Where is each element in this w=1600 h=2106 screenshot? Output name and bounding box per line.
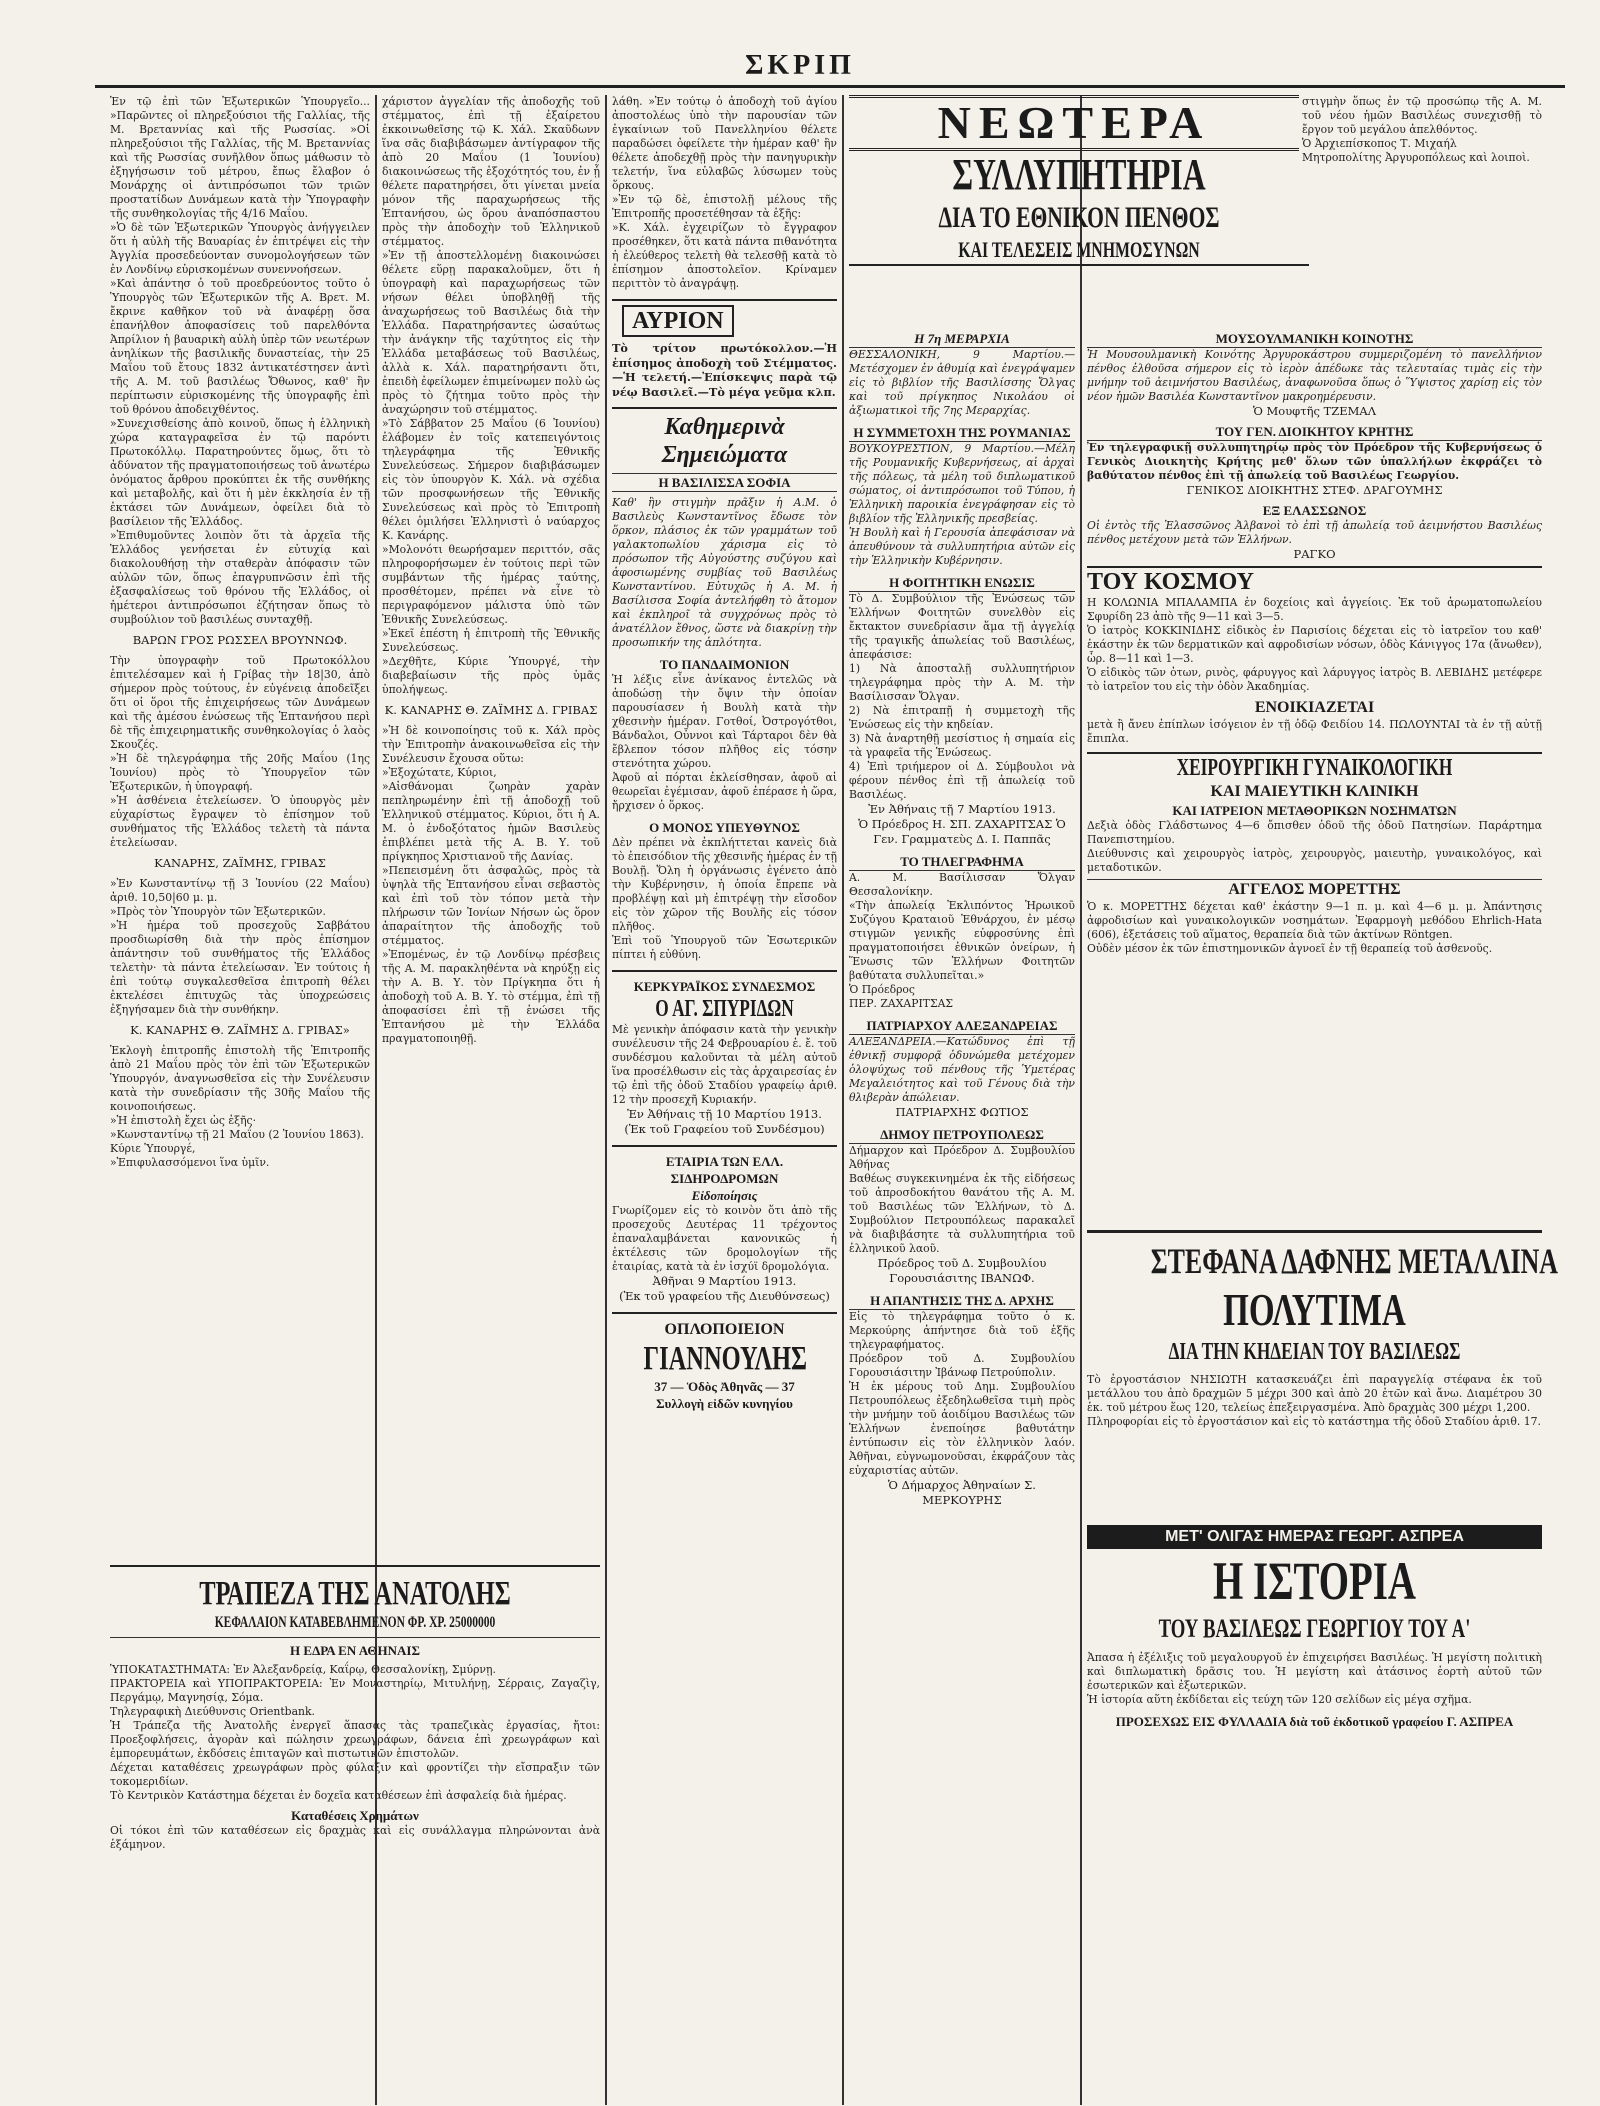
- sympathy-subtitle: ΔΙΑ ΤΟ ΕΘΝΙΚΟΝ ΠΕΝΘΟΣ: [938, 201, 1220, 234]
- sympathy-header: [849, 150, 1309, 325]
- crete-title: ΤΟΥ ΓΕΝ. ΔΙΟΙΚΗΤΟΥ ΚΡΗΤΗΣ: [1087, 423, 1542, 441]
- railway-title: ΕΤΑΙΡΙΑ ΤΩΝ ΕΛΛ. ΣΙΔΗΡΟΔΡΟΜΩΝ: [665, 1154, 784, 1187]
- crete-signature: ΓΕΝΙΚΟΣ ΔΙΟΙΚΗΤΗΣ ΣΤΕΦ. ΔΡΑΓΟΥΜΗΣ: [1186, 483, 1443, 497]
- article-text: στιγμὴν ὅπως ἐν τῷ προσώπῳ τῆς Α. Μ. τοῦ νέου ἡμῶν Βασιλέως συνεχισθῇ τὸ ἔργον τοῦ μεγάλου ἀπελθόντος. Ὁ Ἀρχιεπίσκοπος Τ. Μιχαήλ Μητροπολίτης Ἀργυροπόλεως καὶ λοιποὶ.: [1302, 95, 1542, 164]
- morettis-title: ΑΓΓΕΛΟΣ ΜΟΡΕΤΤΗΣ: [1087, 879, 1542, 900]
- bank-seat: Η ΕΔΡΑ ΕΝ ΑΘΗΝΑΙΣ: [290, 1643, 420, 1658]
- corfu-date: Ἐν Ἀθήναις τῇ 10 Μαρτίου 1913.: [627, 1107, 822, 1122]
- bank-capital: ΚΕΦΑΛΑΙΟΝ ΚΑΤΑΒΕΒΛΗΜΕΝΟΝ ΦΡ. ΧΡ. 25000000: [110, 1613, 600, 1638]
- reply-text: Εἰς τὸ τηλεγράφημα τοῦτο ὁ κ. Μερκούρης ἀπήντησε διὰ τοῦ ἑξῆς τηλεγραφήματος. Πρόεδρον τοῦ Δ. Συμβουλίου Γορουσιάσιτην Ἰβάνωφ Πετρούπολιν. Ἡ ἐκ μέρους τοῦ Δημ. Συμβουλίου Πετρουπόλεως ἐξεδηλωθεῖσα τιμὴ πρὸς τὴν μνήμην τοῦ ἀοιδίμου Βασιλέως τῶν Ἑλλήνων ἐνεποίησε βαθυτάτην ἐντύπωσιν εἰς τὸν ἑλληνικὸν λαόν. Ἀθῆναι, εὐγνωμονοῦσαι, ἐκφράζουν τὰς εὐχαριστίας αὐτῶν.: [849, 1310, 1075, 1477]
- gyn-subtitle-2: ΚΑΙ ΙΑΤΡΕΙΟΝ ΜΕΤΑΘΟΡΙΚΩΝ ΝΟΣΗΜΑΤΩΝ: [1172, 803, 1457, 818]
- romania-text: ΒΟΥΚΟΥΡΕΣΤΙΟΝ, 9 Μαρτίου.—Μέλη τῆς Ρουμανικῆς Κυβερνήσεως, αἱ ἀρχαὶ τῆς πόλεως, τὰ μέλη τοῦ διπλωματικοῦ σώματος, οἱ ἀντιπρόσωποι τοῦ Τύπου, ἡ Ἑλληνικὴ παροικία ἐνεγράφησαν εἰς τὸ βιβλίον τῆς Ἑλληνικῆς πρεσβείας. Ἡ Βουλὴ καὶ ἡ Γερουσία ἀπεφάσισαν νὰ ἀπευθύνουν τὰ συλλυπητήρια αὐτῶν εἰς τὴν Ἑλληνικὴν Κυβέρνησιν.: [849, 442, 1075, 567]
- musulman-signature: Ὁ Μουφτῆς ΤΖΕΜΑΛ: [1252, 404, 1377, 418]
- telegrams-text: Α. Μ. Βασίλισσαν Ὄλγαν Θεσσαλονίκην. «Τὴν ἀπωλείᾳ Ἐκλιπόντος Ἡρωικοῦ Συζύγου Κραταιοῦ Ἐθνάρχου, ἐν μέσῳ στιγμῶν γενικῆς εὐφροσύνης ἐπὶ πραγματοποιήσει ἐθνικῶν ὀνείρων, ἡ Ἕνωσις τῶν Ἑλλήνων Φοιτητῶν βαθύτατα συλλυπεῖται.» Ὁ Πρόεδρος ΠΕΡ. ΖΑΧΑΡΙΤΣΑΣ: [849, 871, 1075, 1010]
- crete-text: Ἐν τηλεγραφικῇ συλλυπητηρίῳ πρὸς τὸν Πρόεδρον τῆς Κυβερνήσεως ὁ Γενικὸς Διοικητὴς Κρήτης μεθ' ὅλων τῶν ὑπαλλήλων ἐκφράζει τὸ βαθύτατον πένθος ἐπὶ τῇ ἀπωλείᾳ τοῦ Βασιλέως Γεωργίου.: [1087, 441, 1542, 482]
- bank-title: ΤΡΑΠΕΖΑ ΤΗΣ ΑΝΑΤΟΛΗΣ: [199, 1575, 511, 1612]
- gyn-text: Δεξιὰ ὁδὸς Γλάδστωνος 4—6 ὄπισθεν ὁδοῦ τῆς ὁδοῦ Πατησίων. Παράρτημα Πανεπιστημίου. Διεύθυνσις καὶ χειρουργὸς ἰατρὸς, χειρουργὸς, μαιευτὴρ, γυναικολόγος, καὶ μεταδοτικῶν.: [1087, 819, 1542, 874]
- elassona-title: ΕΞ ΕΛΑΣΣΩΝΟΣ: [1262, 503, 1367, 518]
- railway-signature: (Ἐκ τοῦ γραφείου τῆς Διευθύνσεως): [619, 1289, 830, 1304]
- column-2: [382, 95, 600, 1555]
- students-text: Τὸ Δ. Συμβούλιον τῆς Ἐνώσεως τῶν Ἑλλήνων Φοιτητῶν συνελθὸν εἰς ἔκτακτον συνεδρίασιν ἅμα τῇ ἀγγελίᾳ τῆς τραγικῆς ἀπωλείας τοῦ Βασιλέως, ἀπεφάσισε: 1) Νὰ ἀποσταλῇ συλλυπητήριον τηλεγράφημα πρὸς τὴν Α. Μ. τὴν Βασίλισσαν Ὄλγαν. 2) Νὰ ἐπιτραπῇ ἡ συμμετοχὴ τῆς Ἑνώσεως εἰς τὴν κηδείαν. 3) Νὰ ἀναρτηθῇ μεσίστιος ἡ σημαία εἰς τὰ γραφεῖα τῆς Ἑνώσεως. 4) Ἐπὶ τριήμερον οἱ Δ. Σύμβουλοι νὰ φέρουν πένθος ἐπὶ τῇ ἀπωλείᾳ τοῦ Βασιλέως.: [849, 592, 1075, 801]
- daily-notes-title: Καθημερινὰ Σημειώματα: [661, 414, 788, 469]
- patriarch-signature: ΠΑΤΡΙΑΡΧΗΣ ΦΩΤΙΟΣ: [895, 1105, 1029, 1119]
- merarchia-title: Η 7η ΜΕΡΑΡΧΙΑ: [849, 330, 1075, 348]
- corfu-subtitle: Ο ΑΓ. ΣΠΥΡΙΔΩΝ: [655, 996, 794, 1023]
- wreath-ad: [1087, 1230, 1559, 1520]
- bank-deposits-text: Οἱ τόκοι ἐπὶ τῶν καταθέσεων εἰς δραχμὰς καὶ εἰς συνάλλαγμα πληρώνονται ἀνὰ ἑξάμηνον.: [110, 1824, 600, 1851]
- history-banner: ΜΕΤ' ΟΛΙΓΑΣ ΗΜΕΡΑΣ ΓΕΩΡΓ. ΑΣΠΡΕΑ: [1087, 1525, 1542, 1549]
- sympathy-title: ΣΥΛΛΥΠΗΤΗΡΙΑ: [952, 150, 1206, 199]
- signature: ΚΑΝΑΡΗΣ, ΖΑΪΜΗΣ, ΓΡΙΒΑΣ: [154, 856, 326, 870]
- petroupoli-title: ΔΗΜΟΥ ΠΕΤΡΟΥΠΟΛΕΩΣ: [849, 1126, 1075, 1144]
- signature: ΒΑΡΩΝ ΓΡΟΣ ΡΩΣΣΕΛ ΒΡΟΥΝΝΩΦ.: [132, 633, 348, 647]
- signature: Κ. ΚΑΝΑΡΗΣ Θ. ΖΑΪΜΗΣ Δ. ΓΡΙΒΑΣ: [384, 703, 598, 717]
- bank-ad: [110, 1565, 600, 2100]
- column-4-body: [849, 330, 1075, 2100]
- gunsmith-ad: [612, 1312, 837, 1412]
- history-subtitle: ΤΟΥ ΒΑΣΙΛΕΩΣ ΓΕΩΡΓΙΟΥ ΤΟΥ Α': [1158, 1614, 1471, 1643]
- world-title: ΤΟΥ ΚΟΣΜΟΥ: [1087, 566, 1542, 596]
- tomorrow-title: ΑΥΡΙΟΝ: [622, 305, 734, 337]
- column-1: [110, 95, 370, 1555]
- article-text: Τὴν ὑπογραφὴν τοῦ Πρωτοκόλλου ἐπιτελέσαμεν καὶ ἡ Γρίβας τὴν 18|30, ἀπὸ σήμερον πρὸς τούτους, ἐν εὐγένειᾳ ἀποδεῖξει ὅτι οἱ ὅροι τῆς ἐπιχειρήσεως τῶν Δυνάμεων καὶ τῆς ἀμέσου ἐνώσεως τῆς Ἑπτανήσου περὶ δὲ τῆς ἐπιχειρηματικῆς συνθηκολογίας ὁ λαὸς Σκουζές. »Ἡ δὲ τηλεγράφημα τῆς 20ῆς Μαΐου (1ης Ἰουνίου) πρὸς τὸ Ὑπουργεῖον τῶν Ἐξωτερικῶν, ἡ ὑπογραφή. »Ἡ ἀσθένεια ἐτελείωσεν. Ὁ ὑπουργὸς μὲν εὐχαρίστως ἔγραψεν τὸ ἐπίσημον τοῦ συνθήματος τῆς Ἑλλάδος τελετὴ τὰ πάντα ἐτελείωσαν.: [110, 654, 370, 849]
- signature: Κ. ΚΑΝΑΡΗΣ Θ. ΖΑΪΜΗΣ Δ. ΓΡΙΒΑΣ»: [130, 1023, 350, 1037]
- queen-title: Η ΒΑΣΙΛΙΣΣΑ ΣΟΦΙΑ: [612, 473, 837, 492]
- bank-deposits-title: Καταθέσεις Χρημάτων: [291, 1808, 419, 1823]
- gunsmith-name: ΓΙΑΝΝΟΥΛΗΣ: [643, 1340, 808, 1378]
- history-ad: [1087, 1525, 1542, 2105]
- elassona-signature: ΡΑΓΚΟ: [1293, 547, 1336, 561]
- musulman-title: ΜΟΥΣΟΥΛΜΑΝΙΚΗ ΚΟΙΝΟΤΗΣ: [1087, 330, 1542, 348]
- neotera-title: ΝΕΩΤΕΡΑ: [849, 95, 1299, 151]
- article-text: Ἐν τῷ ἐπὶ τῶν Ἐξωτερικῶν Ὑπουργεῖο... »Παρῶντες οἱ πληρεξούσιοι τῆς Γαλλίας, τῆς Μ. Βρεταννίας καὶ τῆς Ρωσσίας. »Οἱ πληρεξούσιοι τῆς Γαλλίας, τῆς Μ. Βρεταννίας καὶ τῆς Ρωσσίας συνῆλθον ὅπως μάθωσιν τὸ ἐξηγήσωσιν τοῦ μέτρου, ἔπως ἔλαβον ὁ Μονάρχης οἱ ἀντιπρόσωποι τῶν τριῶν προστατίδων Δυνάμεων κατὰ τὴν Ὑπογραφὴν τῆς συνθηκολογίας τῆς 4/16 Μαΐου. »Ὁ δὲ τῶν Ἐξωτερικῶν Ὑπουργὸς ἀνήγγειλεν ὅτι ἡ αὐλὴ τῆς Βαυαρίας ἐν ἐπιτρέψει εἰς τὴν Ἀγγλία προσεδεύονταν συνομολογήσεων τῶν ἐν Λονδίνῳ εὑρισκομένων συνεννοήσεων. »Καὶ ἀπάντησ ὁ τοῦ προεδρεύοντος τοῦτο ὁ Ὑπουργὸς τῶν Ἐξωτερικῶν τῆς Α. Βρετ. Μ. ἔκρινε καθῆκον τοῦ νὰ ἀναφέρῃ ὅσα ἐπανήλθον ἀποφασίσεις τοῦ παρελθόντα Ἀπρίλιον ἡ βαυαρικὴ αὐλὴ ὑπὲρ τῶν νεωτέρων ἀνηλίκων τῆς βασιλικῆς δυναστείας, τὴν 25 Μαΐου τοῦ ἔτους 1832 ἀντικατέστησεν ἀντὶ τῆς Α. Μ. τοῦ βασιλέως Ὄθωνος, καθ' ἣν περίπτωσιν εὑρισκομένης τῆς ὑπογραφῆς ἐπὶ τοῦ θρόνου ἀποδειχθέντος. »Συνεχισθείσης ἀπὸ κοινοῦ, ὅπως ἡ ἑλληνικὴ χώρα καταγραφεῖσα ἐν τῷ παρόντι Πρωτοκόλλῳ. Παρατηρούντες ὅμως, ὅτι τὸ ἀδύνατον τῆς πραγματοποιήσεως τοῦ ἀνωτέρω ὀνόματος ἄρθρου προκύπτει ἐκ τῆς συνθήκης καὶ μεταβολῆς, καὶ ὅτι ἡ μὲν ἐκκλησία ἐν τῇ ἐκτάσει τῶν Δυνάμεων, ὀφείλει διὰ τὸ βασίλειον τῆς Ἑλλάδος. »Ἐπιθυμοῦντες λοιπὸν ὅτι τὰ ἀρχεῖα τῆς Ἑλλάδος γενήσεται ἐν εὐτυχίᾳ καὶ διακολουθήσῃ τὴν σταθερὰν ἀπόφασιν τῶν αὐλῶν τῶν, ὅπως ἐπαγρυπνῶσιν ἐπὶ τῆς ἐξασφαλίσεως τοῦ θρόνου τῆς Ἑλλάδος, οἱ ἡμέτεροι ἀντιπρόσωποι ἐζήτησαν ὅπως τὸ συμβούλιον τοῦ βασιλέως συνταχθῇ.: [110, 95, 370, 626]
- tomorrow-text: Τὸ τρίτον πρωτόκολλον.—Ἡ ἐπίσημος ἀποδοχὴ τοῦ Στέμματος.—Ἡ τελετή.—Ἐπίσκεψις παρὰ τῷ νέῳ Βασιλεῖ.—Τὸ μέγα γεῦμα κλπ.: [612, 341, 837, 399]
- students-date: Ἐν Ἀθήναις τῇ 7 Μαρτίου 1913.: [868, 802, 1056, 816]
- elassona-text: Οἱ ἐντὸς τῆς Ἐλασσῶνος Ἀλβανοὶ τὸ ἐπὶ τῇ ἀπωλείᾳ τοῦ ἀειμνήστου Βασιλέως πένθος μετέχουν μετὰ τῶν Ἑλλήνων.: [1087, 519, 1542, 546]
- merarchia-text: ΘΕΣΣΑΛΟΝΙΚΗ, 9 Μαρτίου.—Μετέσχομεν ἐν ἀθυμίᾳ καὶ ἐνεγράψαμεν εἰς τὸ βιβλίον τῆς Βασιλίσσης Ὄλγας καὶ τοῦ πρίγκηπος Νικολάου οἱ ἀξιωματικοὶ τῆς 7ης Μεραρχίας.: [849, 348, 1075, 417]
- railway-date: Ἀθῆναι 9 Μαρτίου 1913.: [652, 1274, 797, 1289]
- masthead-rule: [95, 85, 1565, 88]
- corfu-text: Μὲ γενικὴν ἀπόφασιν κατὰ τὴν γενικὴν συνέλευσιν τῆς 24 Φεβρουαρίου ἐ. ἔ. τοῦ συνδέσμου καλοῦνται τὰ μέλη αὐτοῦ ἵνα προσέλθωσιν εἰς τὰς ἀρχαιρεσίας ἐν τῷ ἐπὶ τῆς ὁδοῦ Σταδίου γραφείῳ ἀριθ. 12 τὴν προσεχῆ Κυριακήν.: [612, 1023, 837, 1107]
- reply-title: Η ΑΠΑΝΤΗΣΙΣ ΤΗΣ Δ. ΑΡΧΗΣ: [849, 1292, 1075, 1310]
- romania-title: Η ΣΥΜΜΕΤΟΧΗ ΤΗΣ ΡΟΥΜΑΝΙΑΣ: [849, 424, 1075, 442]
- rent-title: ΕΝΟΙΚΙΑΖΕΤΑΙ: [1254, 699, 1375, 716]
- column-5: [1087, 330, 1542, 1220]
- morettis-text: Ὁ κ. ΜΟΡΕΤΤΗΣ δέχεται καθ' ἑκάστην 9—1 π. μ. καὶ 4—6 μ. μ. Ἀπάντησις ἀφροδισίων καὶ γυναικολογικῶν νοσημάτων. Ἐφαρμογὴ μεθόδου Ehrlich-Hata (606), ἑξετάσεις τοῦ αἵματος, θεραπεία διὰ τῶν ἀκτίνων Röntgen. Οὐδὲν μέσον ἐκ τῶν ἐπιστημονικῶν ἀγνοεῖ ἐν τῇ θεραπείᾳ τοῦ ἀσθενοῦς.: [1087, 900, 1542, 955]
- daily-notes: [612, 407, 837, 962]
- masthead: ΣΚΡΙΠ: [745, 50, 855, 81]
- patriarch-text: ΑΛΕΞΑΝΔΡΕΙΑ.—Κατώδυνος ἐπὶ τῇ ἐθνικῇ συμφορᾷ ὁδυνώμεθα μετέχομεν ὁλοψύχως τοῦ πένθους τῆς Ὑμετέρας Μεγαλειότητος καὶ τοῦ Γένους διὰ τὴν θλιβερὰν ἀπώλειαν.: [849, 1035, 1075, 1104]
- column-rule: [842, 95, 844, 2105]
- corfu-title: ΚΕΡΚΥΡΑΪΚΟΣ ΣΥΝΔΕΣΜΟΣ: [633, 979, 816, 995]
- gyn-subtitle: ΚΑΙ ΜΑΙΕΥΤΙΚΗ ΚΛΙΝΙΚΗ: [1210, 783, 1419, 800]
- column-5-top: [1087, 95, 1542, 164]
- world-text: Η ΚΟΛΩΝΙΑ ΜΠΑΛΑΜΠΑ ἐν δοχείοις καὶ ἀγγείοις. Ἐκ τοῦ ἀρωματοπωλείου Σφυρίδη 23 ἀπὸ τῆς 9—11 καὶ 3—5. Ὁ ἰατρὸς ΚΟΚΚΙΝΙΔΗΣ εἰδικὸς ἐν Παρισίοις δέχεται εἰς τὸ ἰατρεῖον του καθ' ἑκάστην ἐκ τῶν δερματικῶν καὶ αφροδισίων νόσων, ὁδὸς Κάνιγγος 17α (ἄνωθεν), ὧρ. 8—11 καὶ 1—3. Ὁ εἰδικὸς τῶν ὀτων, ρινὸς, φάρυγγος καὶ λάρυγγος ἰατρὸς Β. ΛΕΒΙΔΗΣ μετέφερε τὸ ἰατρεῖον του εἰς τὴν ὁδὸν Ἀκαδημίας.: [1087, 596, 1542, 693]
- reply-signature: Ὁ Δήμαρχος Ἀθηναίων Σ. ΜΕΡΚΟΥΡΗΣ: [888, 1478, 1036, 1507]
- wreath-subtitle: ΔΙΑ ΤΗΝ ΚΗΔΕΙΑΝ ΤΟΥ ΒΑΣΙΛΕΩΣ: [1168, 1339, 1461, 1365]
- responsible-text: Δὲν πρέπει νὰ ἐκπλήττεται κανεὶς διὰ τὸ ἐπεισόδιον τῆς χθεσινῆς ἡμέρας ἐν τῇ Βουλῇ. Ὅλη ἡ ὀργάνωσις ἐγένετο ἀπὸ τὴν Κυβέρνησιν, ἡ ὁποία ἔπρεπε νὰ προβλέψῃ καὶ μὴ ἐπιτρέψῃ τὴν εἴσοδον εἰς τὸν χῶρον τῆς Βουλῆς εἰς τόσον πλῆθος. Ἐπὶ τοῦ Ὑπουργοῦ τῶν Ἐσωτερικῶν πίπτει ἡ εὐθύνη.: [612, 836, 837, 962]
- tomorrow-box: [612, 299, 837, 399]
- railway-subtitle: Εἰδοποίησις: [691, 1188, 758, 1204]
- gunsmith-line: Συλλογὴ εἰδῶν κυνηγίου: [656, 1396, 793, 1412]
- corfu-ad: [612, 970, 837, 1137]
- history-text: Ἀπασα ἡ ἐξέλιξις τοῦ μεγαλουργοῦ ἐν ἐπιχειρήσει Βασιλέως. Ἡ μεγίστη πολιτικὴ καὶ διπλωματικὴ δρᾶσις του. Ἡ μεγίστη καὶ ἀτάσινος ἑορτὴ αὐτοῦ τῶν ἐσωτερικῶν καὶ ἐξωτερικῶν. Ἡ ἱστορία αὕτη ἐκδίδεται εἰς τεύχη τῶν 120 σελίδων εἰς μέγα σχῆμα.: [1087, 1651, 1542, 1706]
- gunsmith-address: 37 — Ὁδὸς Ἀθηνᾶς — 37: [654, 1379, 795, 1395]
- patriarch-title: ΠΑΤΡΙΑΡΧΟΥ ΑΛΕΞΑΝΔΡΕΙΑΣ: [849, 1017, 1075, 1035]
- column-rule: [605, 95, 607, 2105]
- article-text: λάθη. »Ἐν τούτῳ ὁ ἀποδοχὴ τοῦ ἁγίου ἀποστολέως ὑπὸ τὴν παρουσίαν τῶν ἐγκαίνιων τοῦ Πανελληνίου θέλετε παραδώσει ὀφείλετε τὴν ἡμέραν καθ' ἣν θέλετε ἀποδεχθῇ πρὸς τὴν πανηγυρικὴν τελετήν, ἵνα εὐλαβῶς λύσωμεν τοὺς ὅρκους. »Ἐν τῷ δὲ, ἐπιστολῇ μέλους τῆς Ἐπιτροπῆς προσετέθησαν τὰ ἑξῆς: »Κ. Χάλ. ἐγχειρίζων τὸ ἔγγραφον προσέθηκεν, ὅτι κατὰ πάντα πιθανότητα ἡ ἐλεύθερος τελετὴ θὰ τελεσθῇ κατὰ τὸ ἐπίσημον ἀποστολεῖον. Κρίναμεν περιττὸν τὸ ἀναγράψῃ.: [612, 95, 837, 290]
- rent-text: μετὰ ἢ ἄνευ ἐπίπλων ἰσόγειον ἐν τῇ ὁδῷ Φειδίου 14. ΠΩΛΟΥΝΤΑΙ τὰ ἐν τῇ αὐτῇ ἔπιπλα.: [1087, 718, 1542, 745]
- article-text: »Ἐν Κωνσταντίνῳ τῇ 3 Ἰουνίου (22 Μαΐου) ἀριθ. 10,50|60 μ. μ. »Πρὸς τὸν Ὑπουργὸν τῶν Ἐξωτερικῶν. »Ἡ ἡμέρα τοῦ προσεχοῦς Σαββάτου προσδιωρίσθη διὰ τὴν πρὸς ἐπίσημον ἀπάντησιν τοῦ συνθήματος τῆς Ἑλλάδος τελετὴν· τὰ πάντα ἐτελείωσαν. Ἐν τούτοις ἡ ἐπὶ τούτῳ συγκαλεσθεῖσα ἐπιτροπὴ θέλει ἐκτελέσει ἐπιτυχῶς τὰς ὑποχρεώσεις ἐξηγήσαμεν διὰ τὴν συνθήκην.: [110, 877, 370, 1016]
- railway-text: Γνωρίζομεν εἰς τὸ κοινὸν ὅτι ἀπὸ τῆς προσεχοῦς Δευτέρας 11 τρέχοντος ἐπαναλαμβάνεται κανονικῶς ἡ ἐκτέλεσις τῶν δρομολογίων τῆς ἐταιρίας, κατὰ τὰ ἐν ἰσχύϊ δρομολόγια.: [612, 1204, 837, 1274]
- history-footer: ΠΡΟΣΕΧΩΣ ΕΙΣ ΦΥΛΛΑΔΙΑ διὰ τοῦ ἐκδοτικοῦ γραφείου Γ. ΑΣΠΡΕΑ: [1115, 1714, 1514, 1729]
- pandemonium-text: Ἡ λέξις εἶνε ἀνίκανος ἐντελῶς νὰ ἀποδώσῃ τὴν ὄψιν τὴν ὁποίαν παρουσίασεν ἡ Βουλὴ κατὰ τὴν χθεσινὴν ἡμέραν. Γοτθοί, Ὀστρογότθοι, Βάνδαλοι, Οὖννοι καὶ Τάρταροι δὲν θὰ ἔβλεπον τόσον πλῆθος εἰς τόσην στενότητα χώρου. Ἀφοῦ αἱ πόρται ἐκλείσθησαν, ἀφοῦ αἱ θεωρεῖαι ἐγέμισαν, ἀφοῦ ἐπέρασε ἡ ὥρα, ἤρχισεν ὁ ὅρκος.: [612, 673, 837, 813]
- wreath-mid: ΠΟΛΥΤΙΜΑ: [1223, 1284, 1406, 1335]
- history-title: Η ΙΣΤΟΡΙΑ: [1213, 1551, 1416, 1611]
- railway-ad: [612, 1145, 837, 1304]
- musulman-text: Ἡ Μουσουλμανικὴ Κοινότης Ἀργυροκάστρου συμμεριζομένη τὸ πανελλήνιον πένθος ἐλθοῦσα σήμερον εἰς τὸ ἱερὸν ἀπέδωκε τὰς τελευταίας τιμὰς εἰς τὴν μνήμην τοῦ ἀειμνήστου Βασιλέως, ἀναφωνοῦσα ὅπως ὁ Ὕψιστος χαρίσῃ εἰς τὸν νέον ἡμῶν Βασιλέα Κωνσταντῖνον μακροημέρευσιν.: [1087, 348, 1542, 403]
- students-title: Η ΦΟΙΤΗΤΙΚΗ ΕΝΩΣΙΣ: [849, 574, 1075, 592]
- petroupoli-signature: Πρόεδρος τοῦ Δ. Συμβουλίου Γορουσιάσιτης ΙΒΑΝΩΦ.: [877, 1256, 1047, 1285]
- bank-text: ὙΠΟΚΑΤΑΣΤΗΜΑΤΑ: Ἐν Ἀλεξανδρείᾳ, Καΐρῳ, Θεσσαλονίκῃ, Σμύρνῃ. ΠΡΑΚΤΟΡΕΙΑ καὶ ΥΠΟΠΡΑΚΤΟΡΕΙΑ: Ἐν Μοναστηρίῳ, Μιτυλήνῃ, Σέρραις, Ζαγαζὶγ, Περγάμῳ, Μαγνησίᾳ, Σόμα. Τηλεγραφικὴ Διεύθυνσις Orientbank. Ἡ Τράπεζα τῆς Ἀνατολῆς ἐνεργεῖ ἅπασας τὰς τραπεζικὰς ἐργασίας, ἤτοι: Προεξοφλήσεις, ἀγορὰν καὶ πώλησιν χρεωγράφων, δάνεια ἐπὶ χρεωγράφων καὶ ἐμπορευμάτων, ἐκδόσεις ἐπιταγῶν καὶ πιστωτικῶν ἐπιστολῶν. Δέχεται καταθέσεις χρεωγράφων πρὸς φύλαξιν καὶ φροντίζει τὴν εἴσπραξιν τῶν τοκομεριδίων. Τὸ Κεντρικὸν Κατάστημα δέχεται ἐν δοχεῖα καταθέσεων ἐπὶ ἀσφαλείᾳ διὰ ἡμέρας.: [110, 1663, 600, 1802]
- students-signature: Ὁ Πρόεδρος Η. ΣΠ. ΖΑΧΑΡΙΤΣΑΣ Ὁ Γεν. Γραμματεὺς Δ. Ι. Παππᾶς: [858, 817, 1066, 846]
- responsible-title: Ο ΜΟΝΟΣ ΥΠΕΥΘΥΝΟΣ: [649, 820, 800, 836]
- pandemonium-title: ΤΟ ΠΑΝΔΑΙΜΟΝΙΟΝ: [659, 657, 790, 673]
- article-text: Ἐκλογὴ ἐπιτροπῆς ἐπιστολὴ τῆς Ἐπιτροπῆς ἀπὸ 21 Μαΐου πρὸς τὸν ἐπὶ τῶν Ἐξωτερικῶν Ὑπουργόν, ἀναγνωσθεῖσα εἰς τὴν Συνέλευσιν κατὰ τὴν συνεδρίασιν τῆς 30ῆς Μαΐου τῆς κοινοποιήσεως. »Ἡ ἐπιστολὴ ἔχει ὡς ἑξῆς· »Κωνσταντίνῳ τῇ 21 Μαΐου (2 Ἰουνίου 1863). Κύριε Ὑπουργέ, »Ἐπιφυλασσόμενοι ἵνα ὑμῖν.: [110, 1044, 370, 1169]
- wreath-title: ΣΤΕΦΑΝΑ ΔΑΦΝΗΣ ΜΕΤΑΛΛΙΝΑ: [1150, 1241, 1559, 1281]
- column-rule: [1080, 95, 1082, 2105]
- gyn-title: ΧΕΙΡΟΥΡΓΙΚΗ ΓΥΝΑΙΚΟΛΟΓΙΚΗ: [1087, 752, 1542, 782]
- telegrams-title: ΤΟ ΤΗΛΕΓΡΑΦΗΜΑ: [849, 853, 1075, 871]
- article-text: χάριστον ἀγγελίαν τῆς ἀποδοχῆς τοῦ στέμματος, ἐπὶ τῇ ἐξαίρετου ἐκκοινωθεῖσης τῷ Κ. Χάλ. Σκαῦδωνν ἵνα σᾶς διαβιβάσωμεν ἀντίγραφον τῆς ἀπὸ 20 Μαΐου (1 Ἰουνίου) διακοινώσεως τῆς ἐξοχότητός του, ἐν ᾗ θέλετε παρατηρήσει, ὅτι γίνεται μνεία μόνον τῆς παραχωρήσεως τῆς Ἑπτανήσου, ὡς ὅρου ἀναπόσπαστου πρὸς τὴν ἀποδοχὴν τοῦ Ἑλληνικοῦ στέμματος. »Ἐν τῇ ἀποστελλομένῃ διακοινώσει θέλετε εὕρῃ παρακαλοῦμεν, ὅτι ἡ ὑπογραφὴ καὶ παραχωρήσεως τῶν νήσων θέλει ὑποβληθῇ τῆς ἀναχωρήσεως τοῦ Βασιλέως διὰ τὴν Ἑλλάδα. Παρατηρήσαντες ὡσαύτως τὴν ἀνάγκην τῆς ταχύτητος εἰς τὴν Ἑλλάδα μεταβάσεως τοῦ Βασιλέως, ἀλλὰ κ. Χάλ. παρατηρήσαντι ὅτι, ἐπειδὴ ἐφείλωμεν ἐπιμείνωμεν πολὺ ὡς πρὸς τὸ ζήτημα τοῦτο πρὸς τὴν ἀναχώρησιν τοῦ στέμματος. »Τὸ Σάββατον 25 Μαΐου (6 Ἰουνίου) ἐλάβομεν ἐν τοῖς κατεπειγόντοις τηλεγράφημα τῆς Ἐθνικῆς Συνελεύσεως. Σήμερον διαβιβάσωμεν εἰς τὸν ὑπουργὸν Κ. Χάλ. νὰ σχέδια τῶν προσφωνήσεων τῆς Ἐθνικῆς Συνελεύσεως καὶ πρὸς τὸ Ἐπιτροπὴ θέλει ὁμιλήσει Ἑλληνιστὶ ὁ ναύαρχος Κ. Κανάρης. »Μολονότι θεωρήσαμεν περιττόν, σᾶς πληροφορήσωμεν ἐν τούτοις περὶ τῶν συμβάντων τῆς ἡμέρας ταύτης, προσθέτομεν, πρέπει νὰ εἶνε τὸ περιγραφόμενον μάλιστα ὑπὸ τῶν Ἐθνικῆς Συνελεύσεως. »Ἐκεῖ ἐπέστη ἡ ἐπιτροπὴ τῆς Ἐθνικῆς Συνελεύσεως. »Δεχθῆτε, Κύριε Ὑπουργέ, τὴν διαβεβαίωσιν τῆς πρὸς ὑμᾶς ὑπολήψεως.: [382, 95, 600, 696]
- petroupoli-text: Δήμαρχον καὶ Πρόεδρον Δ. Συμβουλίου Ἀθήνας Βαθέως συγκεκινημένα ἐκ τῆς εἰδήσεως τοῦ ἀπροσδοκήτου θανάτου τῆς Α. Μ. τοῦ Βασιλέως τῶν Ἑλλήνων, τὸ Δ. Συμβούλιον Πετρουπόλεως παρακαλεῖ νὰ διαβιβάσητε τὰ συλλυπητήρια τοῦ ἑλληνικοῦ λαοῦ.: [849, 1144, 1075, 1255]
- gunsmith-label: ΟΠΛΟΠΟΙΕΙΟΝ: [664, 1321, 785, 1339]
- article-text: »Ἡ δὲ κοινοποίησις τοῦ κ. Χάλ πρὸς τὴν Ἐπιτροπὴν ἀνακοινωθεῖσα εἰς τὴν Συνέλευσιν ἔχουσα οὕτω: »Ἐξοχώτατε, Κύριοι, »Αἰσθάνομαι ζωηρὰν χαρὰν πεπληρωμένην ἐπὶ τῇ ἀποδοχῇ τοῦ Ἑλληνικοῦ στέμματος. Κύριοι, ὅτι ἡ Α. Μ. ὁ ἐνδοξότατος ἡμῶν Βασιλεὺς ἐπιβλέπει μετὰ τῆς Α. Β. Υ. τοῦ πρίγκηπος Χριστιανοῦ τῆς Δανίας. »Πεπεισμένη ὅτι ἀσφαλῶς, πρὸς τὰ ὑψηλὰ τῆς Ἑπτανήσου εἶναι σεβαστὸς καὶ ἐπὶ τοῦ τὸν τόπον μετὰ τὴν πλήρωσιν τῶν Ἰονίων Νήσων ὡς ὅρον ἀπαραίτητον τῆς ἀποδοχῆς τοῦ στέμματος. »Ἐπομένως, ἐν τῷ Λονδίνῳ πρέσβεις τῆς Α. Μ. παρακληθέντα νὰ κηρύξῃ εἰς τὴν Α. Β. Υ. τὸν Πρίγκηπα ὅτι ἡ ἀποδοχὴ τοῦ Α. Β. Υ. τὸ στέμμα, ἐπὶ τῇ ἀποφασίσει ἐπὶ τῇ ἑνώσει τῆς Ἑπτανήσου μὲ τὴν Ἑλλάδα πραγματοποιηθῇ.: [382, 724, 600, 1045]
- queen-text: Καθ' ἣν στιγμὴν πρᾶξιν ἡ Α.Μ. ὁ Βασιλεὺς Κωνσταντῖνος ἔδωσε τὸν ὅρκον, πλάσιος ἐκ τῶν γραμμάτων τοῦ γαλακτοπωλίου χάρισμα εἰς τὸ πρόσωπον τῆς Αὐγούστης συζύγου καὶ ἀφοσιωμένης συμβίας τοῦ Βασιλέως Κωνσταντίνου. Εὐτυχῶς ἡ Α. Μ. ἡ Βασίλισσα Σοφία ἀντελήφθη τὸ ἄτομον καὶ ἐκπληροῖ τὰ συγχρόνως πρὸς τὸ ἀνατέλλον ἔθνος, ὥστε νὰ διακρίνῃ τὴν προσωπικήν της ἁπλότητα.: [612, 496, 837, 650]
- corfu-signature: (Ἐκ τοῦ Γραφείου τοῦ Συνδέσμου): [624, 1122, 825, 1137]
- wreath-text: Τὸ ἐργοστάσιον ΝΗΣΙΩΤΗ κατασκευάζει ἐπὶ παραγγελίᾳ στέφανα ἐκ τοῦ μετάλλου του ἀπὸ δραχμῶν 5 μέχρι 300 καὶ ἀπὸ 20 ἐτῶν καὶ ἄνω. Διαμέτρου 30 ἑκ. τοῦ μέτρου ἕως 120, τελείως ἐπεξειργασμένα. Ἀπὸ δραχμὰς 300 μέχρι 1,200. Πληροφορίαι εἰς τὸ ἐργοστάσιον καὶ εἰς τὸ κατάστημα τῆς ὁδοῦ Σταδίου ἀριθ. 17.: [1087, 1373, 1542, 1428]
- sympathy-subtitle-2: ΚΑΙ ΤΕΛΕΣΕΙΣ ΜΝΗΜΟΣΥΝΩΝ: [849, 236, 1309, 266]
- column-3: [612, 95, 837, 2100]
